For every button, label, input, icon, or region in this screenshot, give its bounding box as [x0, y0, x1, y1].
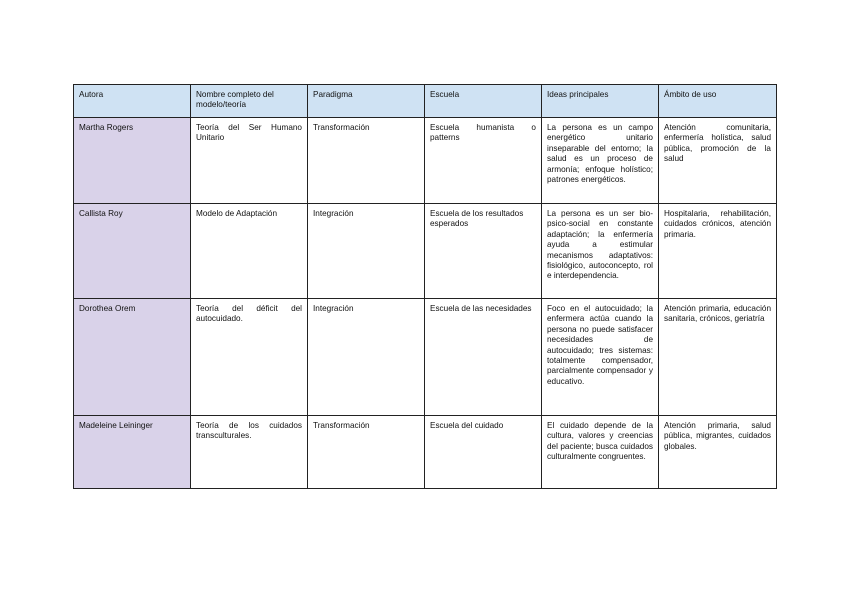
header-escuela: Escuela [425, 85, 542, 118]
cell-nombre: Modelo de Adaptación [191, 204, 308, 299]
cell-nombre: Teoría del Ser Humano Unitario [191, 118, 308, 204]
table-header-row [74, 85, 777, 118]
cell-autora: Martha Rogers [74, 118, 191, 204]
cell-autora: Madeleine Leininger [74, 416, 191, 489]
cell-escuela: Escuela humanista o patterns [425, 118, 542, 204]
cell-escuela: Escuela de las necesidades [425, 299, 542, 416]
cell-escuela: Escuela del cuidado [425, 416, 542, 489]
nursing-theories-table [73, 84, 777, 489]
cell-paradigma: Integración [308, 299, 425, 416]
header-ambito-de-uso: Ámbito de uso [659, 85, 777, 118]
table-row [74, 204, 777, 299]
header-paradigma: Paradigma [308, 85, 425, 118]
cell-ideas: La persona es un ser bio-psico-social en constante adaptación; la enfermería ayuda a estimular mecanismos adaptativos: fisiológico, autoconcepto, rol e interdependencia. [542, 204, 659, 299]
cell-ambito: Atención primaria, salud pública, migrantes, cuidados globales. [659, 416, 777, 489]
table-row [74, 118, 777, 204]
cell-ideas: Foco en el autocuidado; la enfermera actúa cuando la persona no puede satisfacer necesidades de autocuidado; tres sistemas: totalmente compensador, parcialmente compensador y educativo. [542, 299, 659, 416]
cell-paradigma: Integración [308, 204, 425, 299]
header-nombre-completo: Nombre completo del modelo/teoría [191, 85, 308, 118]
cell-paradigma: Transformación [308, 416, 425, 489]
cell-autora: Callista Roy [74, 204, 191, 299]
cell-nombre: Teoría del déficit del autocuidado. [191, 299, 308, 416]
cell-ambito: Atención comunitaria, enfermería holística, salud pública, promoción de la salud [659, 118, 777, 204]
header-autora: Autora [74, 85, 191, 118]
cell-paradigma: Transformación [308, 118, 425, 204]
table-row [74, 416, 777, 489]
cell-ideas: El cuidado depende de la cultura, valores y creencias del paciente; busca cuidados culturalmente congruentes. [542, 416, 659, 489]
cell-ambito: Hospitalaria, rehabilitación, cuidados crónicos, atención primaria. [659, 204, 777, 299]
header-ideas-principales: Ideas principales [542, 85, 659, 118]
cell-nombre: Teoría de los cuidados transculturales. [191, 416, 308, 489]
cell-ideas: La persona es un campo energético unitario inseparable del entorno; la salud es un proceso de armonía; enfoque holístico; patrones energéticos. [542, 118, 659, 204]
cell-escuela: Escuela de los resultados esperados [425, 204, 542, 299]
cell-autora: Dorothea Orem [74, 299, 191, 416]
cell-ambito: Atención primaria, educación sanitaria, crónicos, geriatría [659, 299, 777, 416]
table-row [74, 299, 777, 416]
